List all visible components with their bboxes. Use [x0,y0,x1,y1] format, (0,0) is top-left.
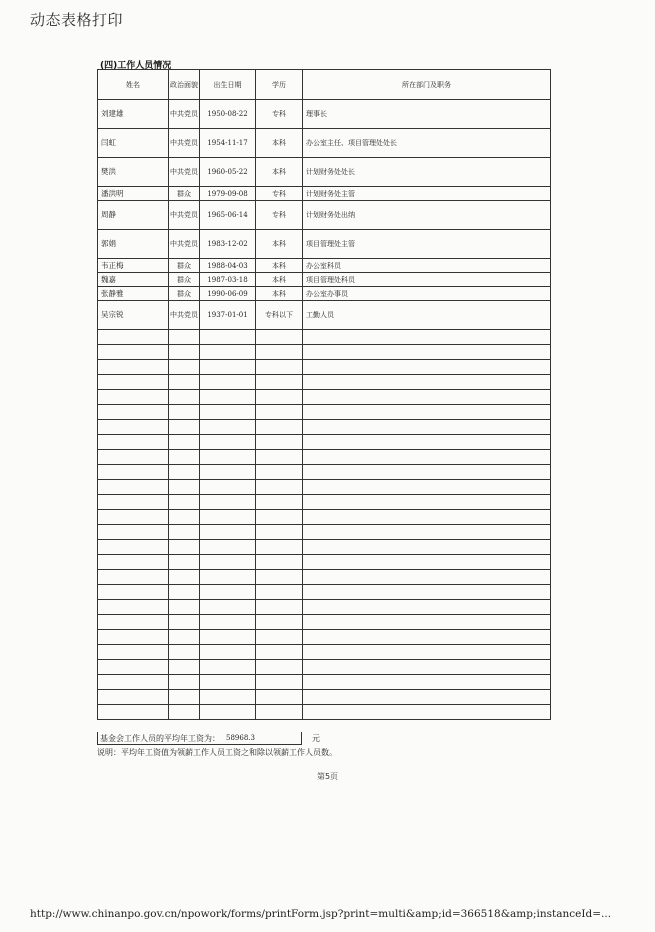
empty-table-row [98,540,551,555]
empty-cell [303,330,551,345]
cell-political: 群众 [169,287,200,301]
empty-cell [303,600,551,615]
empty-cell [256,690,303,705]
empty-table-row [98,330,551,345]
empty-cell [256,540,303,555]
table-row [98,187,551,201]
empty-cell [169,360,200,375]
empty-cell [200,495,256,510]
table-row [98,158,551,187]
cell-education: 本科 [256,273,303,287]
empty-cell [98,570,169,585]
empty-cell [256,495,303,510]
empty-cell [200,360,256,375]
table-row [98,273,551,287]
cell-dob: 1987-03-18 [200,273,256,287]
empty-cell [303,495,551,510]
empty-cell [256,585,303,600]
column-header-position: 所在部门及职务 [303,70,551,100]
empty-table-row [98,600,551,615]
empty-cell [200,375,256,390]
salary-row [97,732,550,745]
empty-cell [169,540,200,555]
cell-political: 中共党员 [169,100,200,129]
cell-political: 群众 [169,259,200,273]
empty-cell [98,450,169,465]
empty-cell [98,465,169,480]
cell-name: 郭娟 [98,230,169,259]
empty-cell [256,420,303,435]
empty-cell [98,690,169,705]
empty-cell [200,420,256,435]
cell-dob: 1965-06-14 [200,201,256,230]
empty-cell [256,675,303,690]
empty-cell [98,495,169,510]
page-number: 第5页 [316,772,339,781]
empty-cell [303,615,551,630]
cell-education: 专科以下 [256,301,303,330]
empty-cell [98,705,169,720]
table-row [98,259,551,273]
empty-table-row [98,480,551,495]
empty-cell [200,600,256,615]
empty-table-row [98,630,551,645]
empty-cell [98,420,169,435]
empty-table-row [98,345,551,360]
empty-cell [256,510,303,525]
empty-table-row [98,570,551,585]
column-header-education: 学历 [256,70,303,100]
empty-cell [303,630,551,645]
empty-cell [169,345,200,360]
empty-cell [303,675,551,690]
empty-cell [169,420,200,435]
empty-table-row [98,510,551,525]
empty-cell [200,705,256,720]
cell-name: 刘建雄 [98,100,169,129]
empty-cell [169,525,200,540]
empty-cell [303,585,551,600]
cell-political: 中共党员 [169,158,200,187]
empty-cell [256,390,303,405]
column-header-political: 政治面貌 [169,70,200,100]
empty-cell [98,675,169,690]
staff-table-body [98,100,551,720]
cell-position: 计划财务处主管 [303,187,551,201]
cell-name: 张静雅 [98,287,169,301]
cell-position: 项目管理处科员 [303,273,551,287]
empty-cell [98,360,169,375]
cell-education: 本科 [256,230,303,259]
empty-table-row [98,525,551,540]
cell-dob: 1960-05-22 [200,158,256,187]
empty-cell [303,510,551,525]
empty-cell [200,390,256,405]
empty-cell [169,705,200,720]
cell-political: 群众 [169,187,200,201]
empty-cell [303,570,551,585]
empty-cell [98,510,169,525]
cell-education: 本科 [256,287,303,301]
cell-position: 办公室主任、项目管理处处长 [303,129,551,158]
empty-cell [256,615,303,630]
empty-cell [200,435,256,450]
empty-cell [98,645,169,660]
empty-cell [200,585,256,600]
table-row [98,230,551,259]
empty-cell [200,525,256,540]
empty-cell [169,330,200,345]
empty-cell [169,405,200,420]
empty-cell [98,600,169,615]
empty-cell [169,450,200,465]
empty-cell [169,555,200,570]
cell-dob: 1983-12-02 [200,230,256,259]
empty-table-row [98,660,551,675]
empty-cell [256,525,303,540]
empty-cell [169,570,200,585]
table-header-row [98,70,551,100]
empty-table-row [98,585,551,600]
cell-education: 本科 [256,129,303,158]
empty-cell [303,690,551,705]
empty-cell [303,360,551,375]
footer-url: http://www.chinanpo.gov.cn/npowork/forms/printForm.jsp?print=multi&amp;id=366518&amp;instanceId=... [30,908,612,920]
empty-cell [303,450,551,465]
cell-education: 本科 [256,259,303,273]
empty-cell [303,660,551,675]
cell-position: 理事长 [303,100,551,129]
empty-cell [200,555,256,570]
empty-cell [169,480,200,495]
cell-political: 中共党员 [169,230,200,259]
empty-table-row [98,390,551,405]
salary-label: 基金会工作人员的平均年工资为： [100,733,220,743]
salary-unit: 元 [312,734,320,743]
empty-cell [169,435,200,450]
empty-cell [98,375,169,390]
empty-cell [169,645,200,660]
empty-cell [200,615,256,630]
document-header-title: 动态表格打印 [30,11,124,29]
empty-cell [256,645,303,660]
cell-dob: 1937-01-01 [200,301,256,330]
empty-cell [256,330,303,345]
column-header-name: 姓名 [98,70,169,100]
empty-cell [169,600,200,615]
cell-education: 专科 [256,100,303,129]
cell-dob: 1979-09-08 [200,187,256,201]
empty-cell [169,375,200,390]
cell-political: 群众 [169,273,200,287]
empty-cell [303,390,551,405]
empty-cell [303,540,551,555]
empty-cell [169,660,200,675]
table-row [98,100,551,129]
empty-cell [303,345,551,360]
cell-position: 项目管理处主管 [303,230,551,259]
empty-cell [200,345,256,360]
empty-cell [200,540,256,555]
empty-table-row [98,615,551,630]
empty-table-row [98,375,551,390]
empty-cell [98,525,169,540]
empty-cell [303,555,551,570]
empty-cell [169,390,200,405]
cell-education: 专科 [256,187,303,201]
empty-cell [200,465,256,480]
empty-cell [98,330,169,345]
empty-cell [303,405,551,420]
cell-name: 吴宗锐 [98,301,169,330]
salary-cell [97,732,302,745]
column-header-dob: 出生日期 [200,70,256,100]
cell-education: 专科 [256,201,303,230]
empty-cell [256,435,303,450]
empty-table-row [98,465,551,480]
empty-cell [303,480,551,495]
empty-cell [256,570,303,585]
empty-table-row [98,675,551,690]
cell-position: 工勤人员 [303,301,551,330]
empty-cell [98,630,169,645]
empty-cell [256,600,303,615]
empty-cell [98,585,169,600]
cell-name: 魏嘉 [98,273,169,287]
note-text: 说明：平均年工资值为领薪工作人员工资之和除以领薪工作人员数。 [97,748,337,757]
empty-table-row [98,450,551,465]
empty-cell [256,450,303,465]
table-row [98,287,551,301]
empty-table-row [98,405,551,420]
empty-cell [256,480,303,495]
empty-cell [98,435,169,450]
empty-table-row [98,705,551,720]
empty-cell [256,465,303,480]
empty-cell [200,405,256,420]
empty-cell [169,675,200,690]
table-row [98,301,551,330]
cell-position: 计划财务处出纳 [303,201,551,230]
empty-cell [256,375,303,390]
empty-table-row [98,645,551,660]
empty-table-row [98,360,551,375]
empty-table-row [98,420,551,435]
empty-cell [98,390,169,405]
empty-cell [256,660,303,675]
cell-education: 本科 [256,158,303,187]
empty-cell [256,705,303,720]
salary-value: 58968.3 [226,734,255,742]
cell-dob: 1954-11-17 [200,129,256,158]
empty-cell [169,585,200,600]
empty-cell [200,690,256,705]
empty-cell [169,690,200,705]
empty-cell [256,345,303,360]
empty-cell [256,630,303,645]
empty-table-row [98,555,551,570]
empty-cell [200,570,256,585]
empty-table-row [98,690,551,705]
empty-cell [200,675,256,690]
table-row [98,129,551,158]
cell-dob: 1988-04-03 [200,259,256,273]
empty-cell [256,555,303,570]
empty-cell [303,375,551,390]
empty-cell [98,345,169,360]
empty-cell [303,465,551,480]
empty-cell [169,615,200,630]
empty-cell [200,480,256,495]
empty-cell [256,360,303,375]
section-title: (四)工作人员情况 [100,61,172,71]
empty-cell [98,660,169,675]
cell-name: 闫虹 [98,129,169,158]
empty-cell [200,330,256,345]
cell-name: 樊洪 [98,158,169,187]
cell-name: 潘洪明 [98,187,169,201]
empty-cell [200,630,256,645]
empty-cell [98,540,169,555]
empty-cell [200,450,256,465]
empty-cell [200,645,256,660]
cell-position: 办公室办事员 [303,287,551,301]
cell-political: 中共党员 [169,201,200,230]
empty-cell [98,480,169,495]
empty-cell [303,645,551,660]
empty-cell [98,555,169,570]
empty-cell [256,405,303,420]
cell-position: 办公室科员 [303,259,551,273]
empty-cell [169,495,200,510]
empty-cell [200,510,256,525]
empty-cell [200,660,256,675]
empty-cell [98,405,169,420]
cell-political: 中共党员 [169,301,200,330]
staff-table [97,69,551,720]
cell-political: 中共党员 [169,129,200,158]
cell-dob: 1950-08-22 [200,100,256,129]
cell-dob: 1990-06-09 [200,287,256,301]
empty-cell [303,525,551,540]
cell-name: 周静 [98,201,169,230]
empty-cell [303,435,551,450]
table-row [98,201,551,230]
empty-cell [303,420,551,435]
empty-cell [98,615,169,630]
cell-name: 韦正梅 [98,259,169,273]
cell-position: 计划财务处处长 [303,158,551,187]
empty-cell [303,705,551,720]
empty-cell [169,510,200,525]
empty-cell [169,630,200,645]
empty-cell [169,465,200,480]
empty-table-row [98,495,551,510]
empty-table-row [98,435,551,450]
